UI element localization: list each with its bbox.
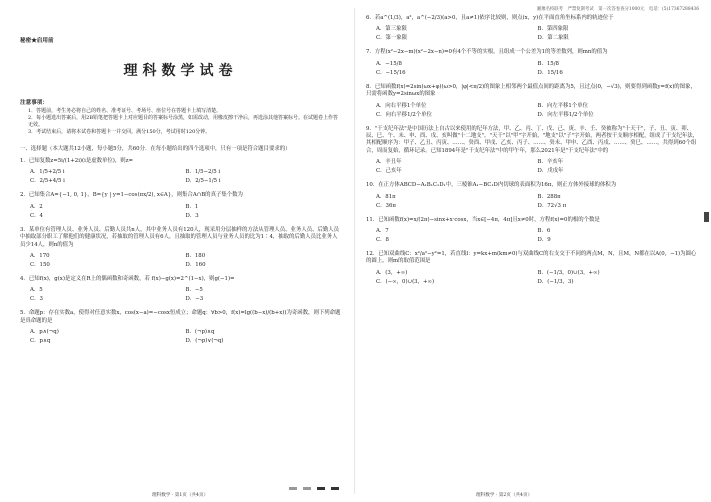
answer-option: C．己亥年 [376,168,402,175]
question-block [366,251,699,287]
question-block [20,276,341,304]
answer-option: B．1/5−2/5 i [185,169,221,176]
answer-option: B．向左平移1个单位 [537,102,589,109]
page-footer: 理科数学 · 第1页（共4页） [152,493,209,498]
answer-option: D．9 [537,237,551,244]
answer-option: A．81π [376,193,396,200]
page-2 [356,0,711,502]
answer-option: A．(3，+∞) [376,269,408,276]
answer-option: B．−5 [185,287,203,294]
answer-option: D．160 [185,262,206,269]
answer-option: D．戊戌年 [537,168,564,175]
answer-option: C．p∧q [30,338,51,345]
answer-option: C．150 [30,262,50,269]
question-stem: 6．若a^(1/3)，a²，a^(−2/3)(a>0，且a≠1)依序比较则，则点(x，y)在平面直角坐标系内的轨迹位于 [366,15,614,21]
question-stem: 11．已知函数f(x)=x/(2π)−sinx+x·cosx，当x∈[−4π，4π]且x≠0时，方程f(x)=0的根的个数是 [366,216,600,223]
question-block [20,192,341,220]
answer-option: A．170 [30,253,50,260]
question-stem: 3．某单位有管理人员、业务人员、后勤人员共n人，其中业务人员有120人，现采用分层抽样的方法从管理人员、业务人员、后勤人员中抽取部分职工了解他们的健康状况，若抽取的管理人员有6人，且抽取的管理人员与业务人员的比为1∶4，抽取的后勤人员比业务人员少14人，则n的值为 [20,226,340,248]
answer-option: D．2/5−1/5 i [185,178,221,185]
answer-option: B．(¬p)∧q [185,329,215,336]
question-stem: 9．"干支纪年法"是中国历法上自古以来使用的纪年方法，甲、乙、丙、丁、戊、己、庚、辛、壬、癸被称为"十天干"，子、丑、寅、卯、辰、巳、午、未、申、酉、戌、亥叫做"十二地支"。"天干"以"甲"字开始，"地支"以"子"字开始，两者按干支顺序相配，组成了干支纪年法，其相配顺序为：甲子、乙丑、丙寅、……、癸酉、甲戌、乙亥、丙子、……、癸未、甲申、乙酉、丙戌、……、癸巳、……，共得到60个组合，周而复始，循环记录。已知1894年是"干支纪年法"中的甲午年，那么2021年是"干支纪年法"中的 [366,125,699,154]
answer-option: B．1 [185,203,199,210]
question-stem: 5．命题p：存在实数a，使得对任意实数x，cos(x−a)=−cosx恒成立；命题q：∀b>0，f(x)=lg((b−x)/(b+x))为奇函数，则下列命题是真命题的是 [20,310,341,324]
answer-option: D．72√3 π [537,202,567,209]
question-block [366,84,699,120]
question-stem: 8．已知函数f(x)=2sin(ωx+φ)(ω>0，|φ|<π/2)的图象上相邻两个最值点间的距离为5，且过点(0，−√3)，则要得到函数y=f(x)的图象，只需将函数y=2sinωx的图象 [366,83,696,98]
answer-option: C．36π [376,202,396,209]
answer-option: A．−15/8 [376,60,402,67]
answer-option: B．180 [185,253,206,260]
confidential-label: 秘密★启用前 [20,38,54,44]
answer-option: D．15/16 [537,69,563,76]
question-stem: 4．已知f(x)，g(x)是定义在R上的偶函数和奇函数，若 f(x)−g(x)=2^(1−x)，则g(−1)= [20,276,235,283]
question-block [20,310,341,346]
question-block [366,182,699,210]
answer-option: A．第三象限 [376,26,407,33]
answer-option: D．向左平移1/2个单位 [537,111,594,118]
answer-option: B．第四象限 [537,26,569,33]
footer-marks [286,478,342,497]
answer-option: D．−3 [185,296,204,303]
question-stem: 1．已知复数z=5i/(1+2i)(i是虚数单位)，则z= [20,158,134,164]
answer-option: C．2/5+4/5 i [30,178,65,185]
answer-option: C．−15/16 [376,69,406,76]
answer-option: A．辛丑年 [376,159,402,166]
answer-option: C．(−∞，0)∪(3，+∞) [376,278,435,285]
question-block [366,15,699,43]
answer-option: C．4 [30,212,43,219]
answer-option: D．(−1/3，3) [537,278,574,285]
answer-option: C．向右平移1/2个单位 [376,111,432,118]
note-item: 1．答题前，考生务必将自己的姓名、准考证号、考场号、座位号在答题卡上填写清楚。 [28,108,222,114]
answer-option: A．1/5+2/5 i [30,169,65,176]
notes-heading: 注意事项： [20,100,48,106]
question-stem: 7．方程(x²−2x−m)(x²−2x−n)=0有4个不等的实根，且组成一个公差为1的等差数列，则mn的值为 [366,49,608,56]
answer-option: B．(−1/3，0)∪(3，+∞) [537,269,600,276]
answer-option: B．15/8 [537,60,559,67]
question-stem: 10．在正方体ABCD−A₁B₁C₁D₁中，三棱锥A₁−BC₁D内切球的表面积为16π，则正方体外接球的体积为 [366,182,617,189]
question-block [20,227,341,270]
answer-option: A．5 [30,287,43,294]
answer-option: D．(¬p)∨(¬q) [185,338,224,345]
header-banner: 湘豫名校联考 严禁复制考试 第一次答卷查分1000元 电话：(5)17367288436 [536,7,699,12]
answer-option: C．3 [30,296,43,303]
answer-option: D．3 [185,212,199,219]
note-item: 3．考试结束后，请将本试卷和答题卡一并交回。满分150分，考试用时120分钟。 [28,129,211,135]
page-footer: 理科数学 · 第2页（共4页） [476,493,533,498]
answer-option: A．7 [376,228,389,235]
question-block [366,49,699,77]
question-stem: 12．已知双曲线C：x²/a²−y²=1，若直线l：y=kx+m(km≠0)与双曲线C的右支交于不同的两点M，N，且M，N都在以A(0，−1)为圆心的圆上，则m的取值范围是 [366,251,697,265]
answer-option: C．第一象限 [376,35,408,42]
section-heading: 一、选择题（本大题共12小题，每小题5分，共60分．在每小题给出的四个选项中，只有一项是符合题目要求的） [20,146,291,152]
answer-option: B．辛亥年 [537,159,564,166]
question-stem: 2．已知集合A={−1, 0, 1}，B={y | y=1−cos(πx/2), x∈A}，则集合A∩B的真子集个数为 [20,192,243,199]
answer-option: A．2 [30,203,43,210]
page-1 [0,0,355,502]
question-block [366,217,699,245]
question-block [20,158,341,186]
answer-option: B．6 [537,228,551,235]
note-item: 2．每小题选出答案后，用2B铅笔把答题卡上对应题目的答案标号涂黑，如需改动，用橡皮擦干净后，再选涂其他答案标号。在试题卷上作答无效。 [28,115,339,128]
answer-option: C．8 [376,237,389,244]
question-block [366,126,699,177]
answer-option: B．288π [537,193,561,200]
answer-option: D．第二象限 [537,35,569,42]
answer-option: A．向右平移1个单位 [376,102,427,109]
exam-title: 理科数学试卷 [123,63,238,79]
answer-option: A．p∧(¬q) [30,329,59,336]
